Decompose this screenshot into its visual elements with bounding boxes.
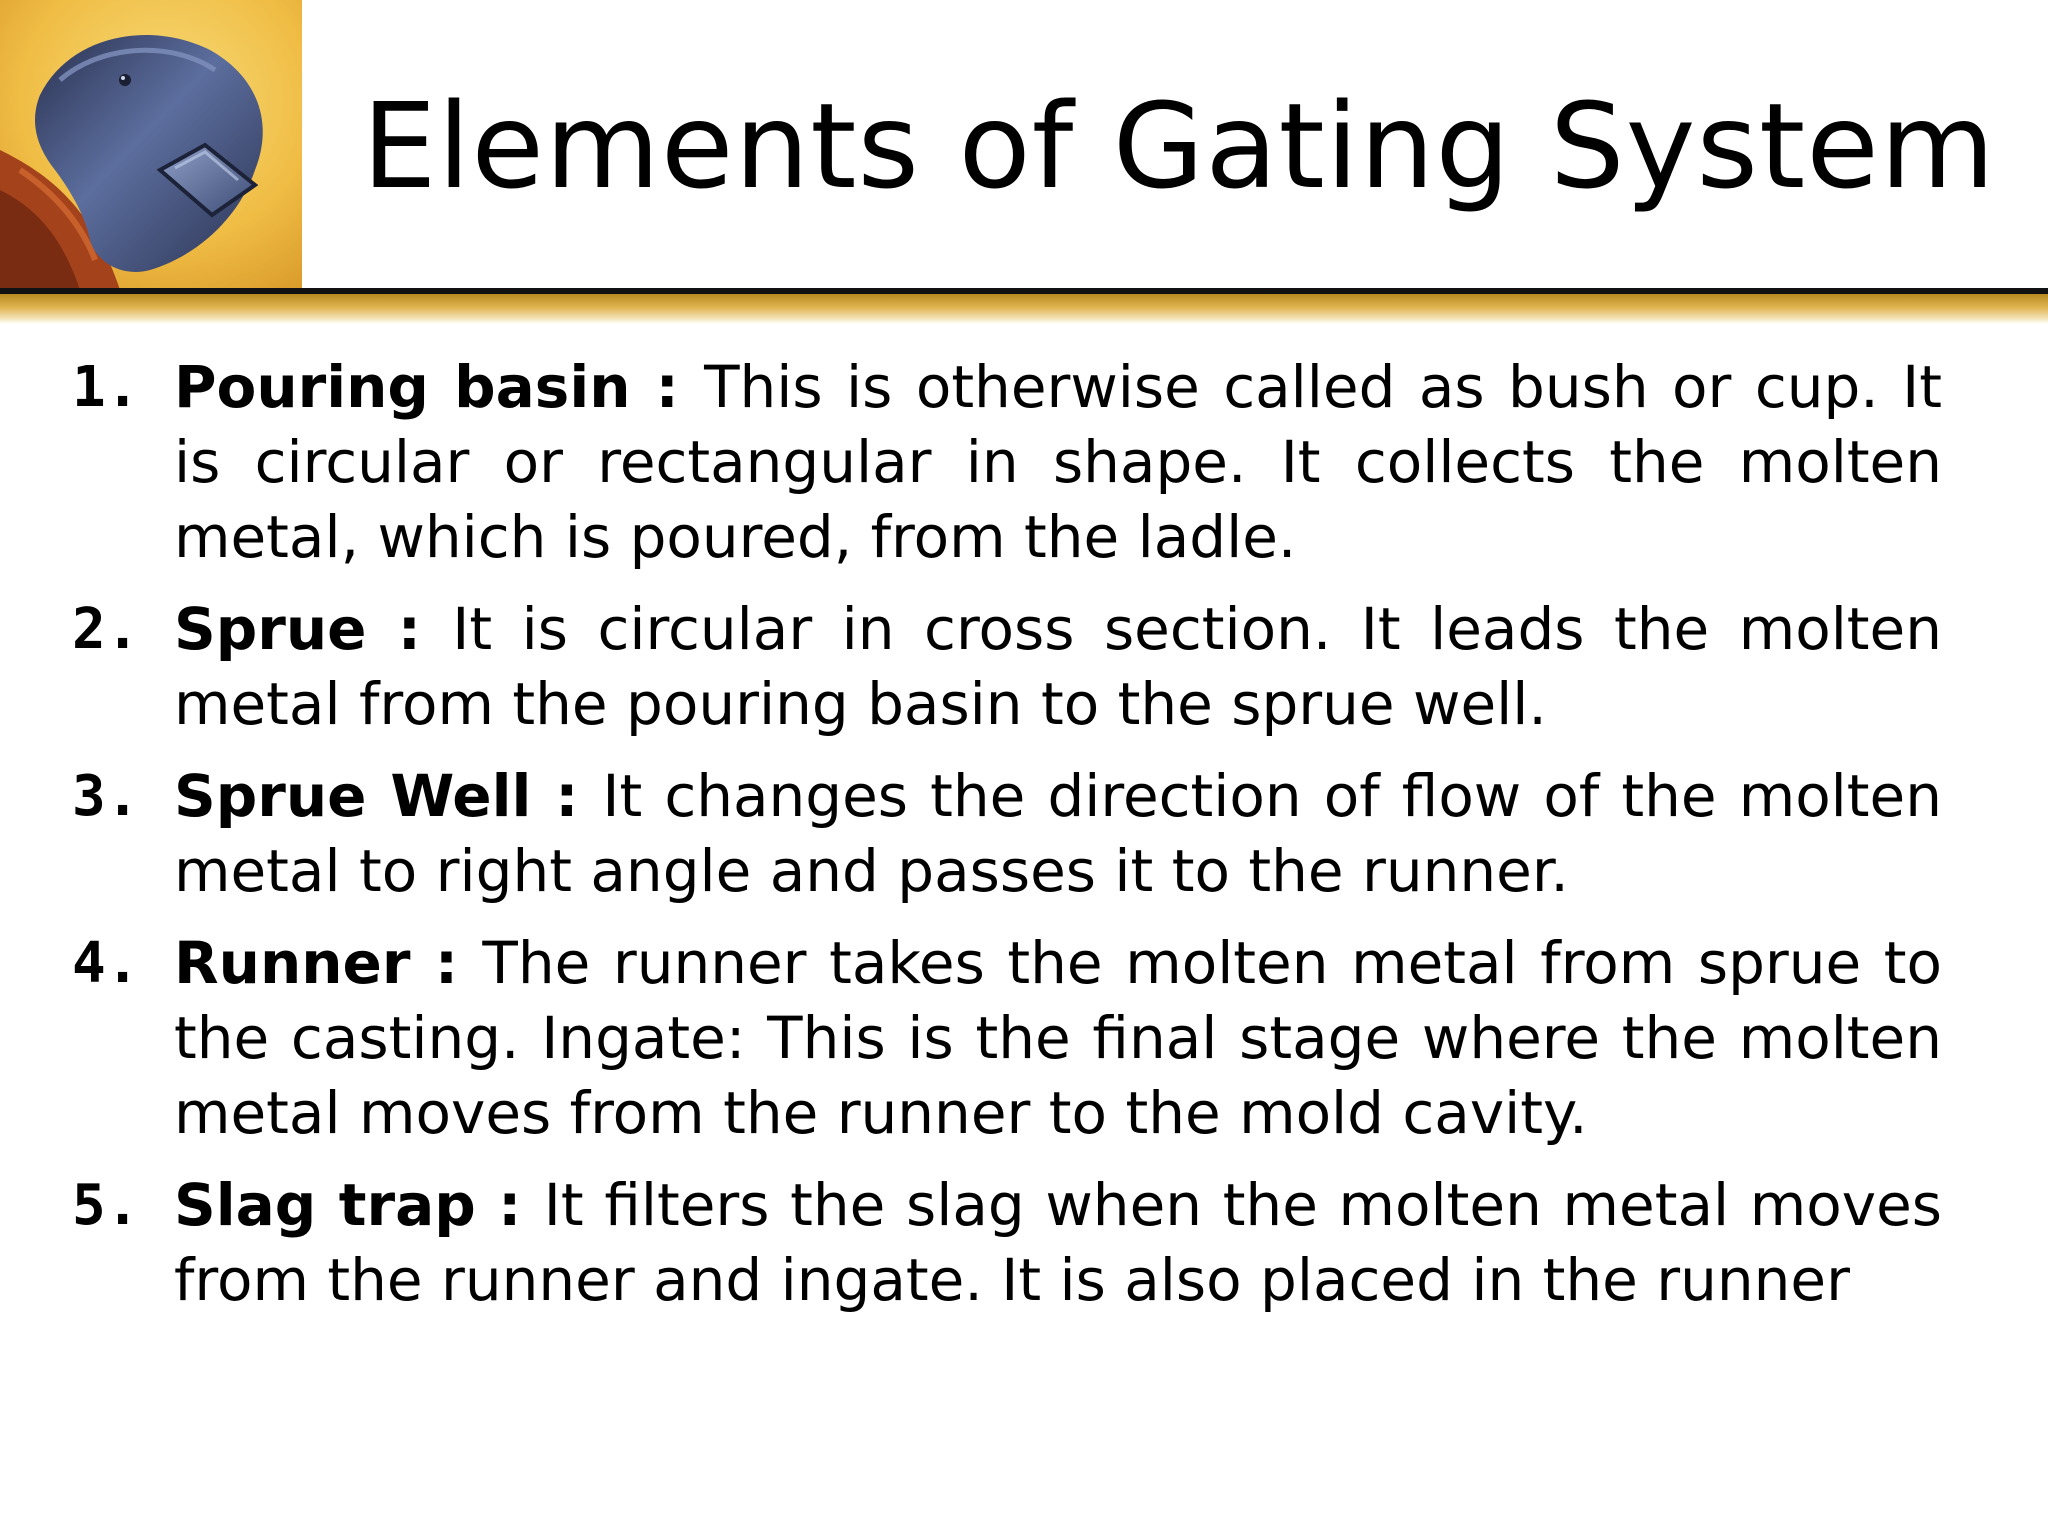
list-item-slag-trap bbox=[72, 1168, 1942, 1318]
item-number: 2. bbox=[72, 597, 140, 662]
item-text: It filters the slag when the molten metal moves from the runner and ingate. It is also placed in the runner bbox=[174, 1171, 1942, 1314]
header-divider-gradient bbox=[0, 294, 2048, 324]
item-term: Pouring basin : bbox=[174, 353, 705, 421]
item-text: This is otherwise called as bush or cup. It is circular or rectangular in shape. It collects the molten metal, which is poured, from the ladle. bbox=[174, 353, 1943, 571]
item-number: 1. bbox=[72, 355, 140, 420]
slide-title: Elements of Gating System bbox=[362, 77, 1996, 215]
item-term: Sprue : bbox=[174, 595, 453, 663]
item-number: 4. bbox=[72, 931, 140, 996]
item-text: It changes the direction of flow of the molten metal to right angle and passes it to the runner. bbox=[174, 762, 1942, 905]
list-item-pouring-basin bbox=[72, 350, 1942, 575]
list-item-sprue bbox=[72, 592, 1942, 742]
gating-elements-list bbox=[72, 350, 1942, 1335]
item-term: Slag trap : bbox=[174, 1171, 544, 1239]
welder-helmet-icon bbox=[0, 0, 302, 290]
list-item-runner bbox=[72, 926, 1942, 1151]
item-number: 3. bbox=[72, 764, 140, 829]
item-term: Runner : bbox=[174, 929, 483, 997]
item-text: The runner takes the molten metal from sprue to the casting. Ingate: This is the final stage where the molten metal moves from the runner to the mold cavity. bbox=[174, 929, 1942, 1147]
list-item-sprue-well bbox=[72, 759, 1942, 909]
item-text: It is circular in cross section. It leads the molten metal from the pouring basin to the sprue well. bbox=[174, 595, 1942, 738]
item-term: Sprue Well : bbox=[174, 762, 603, 830]
item-number: 5. bbox=[72, 1173, 140, 1238]
